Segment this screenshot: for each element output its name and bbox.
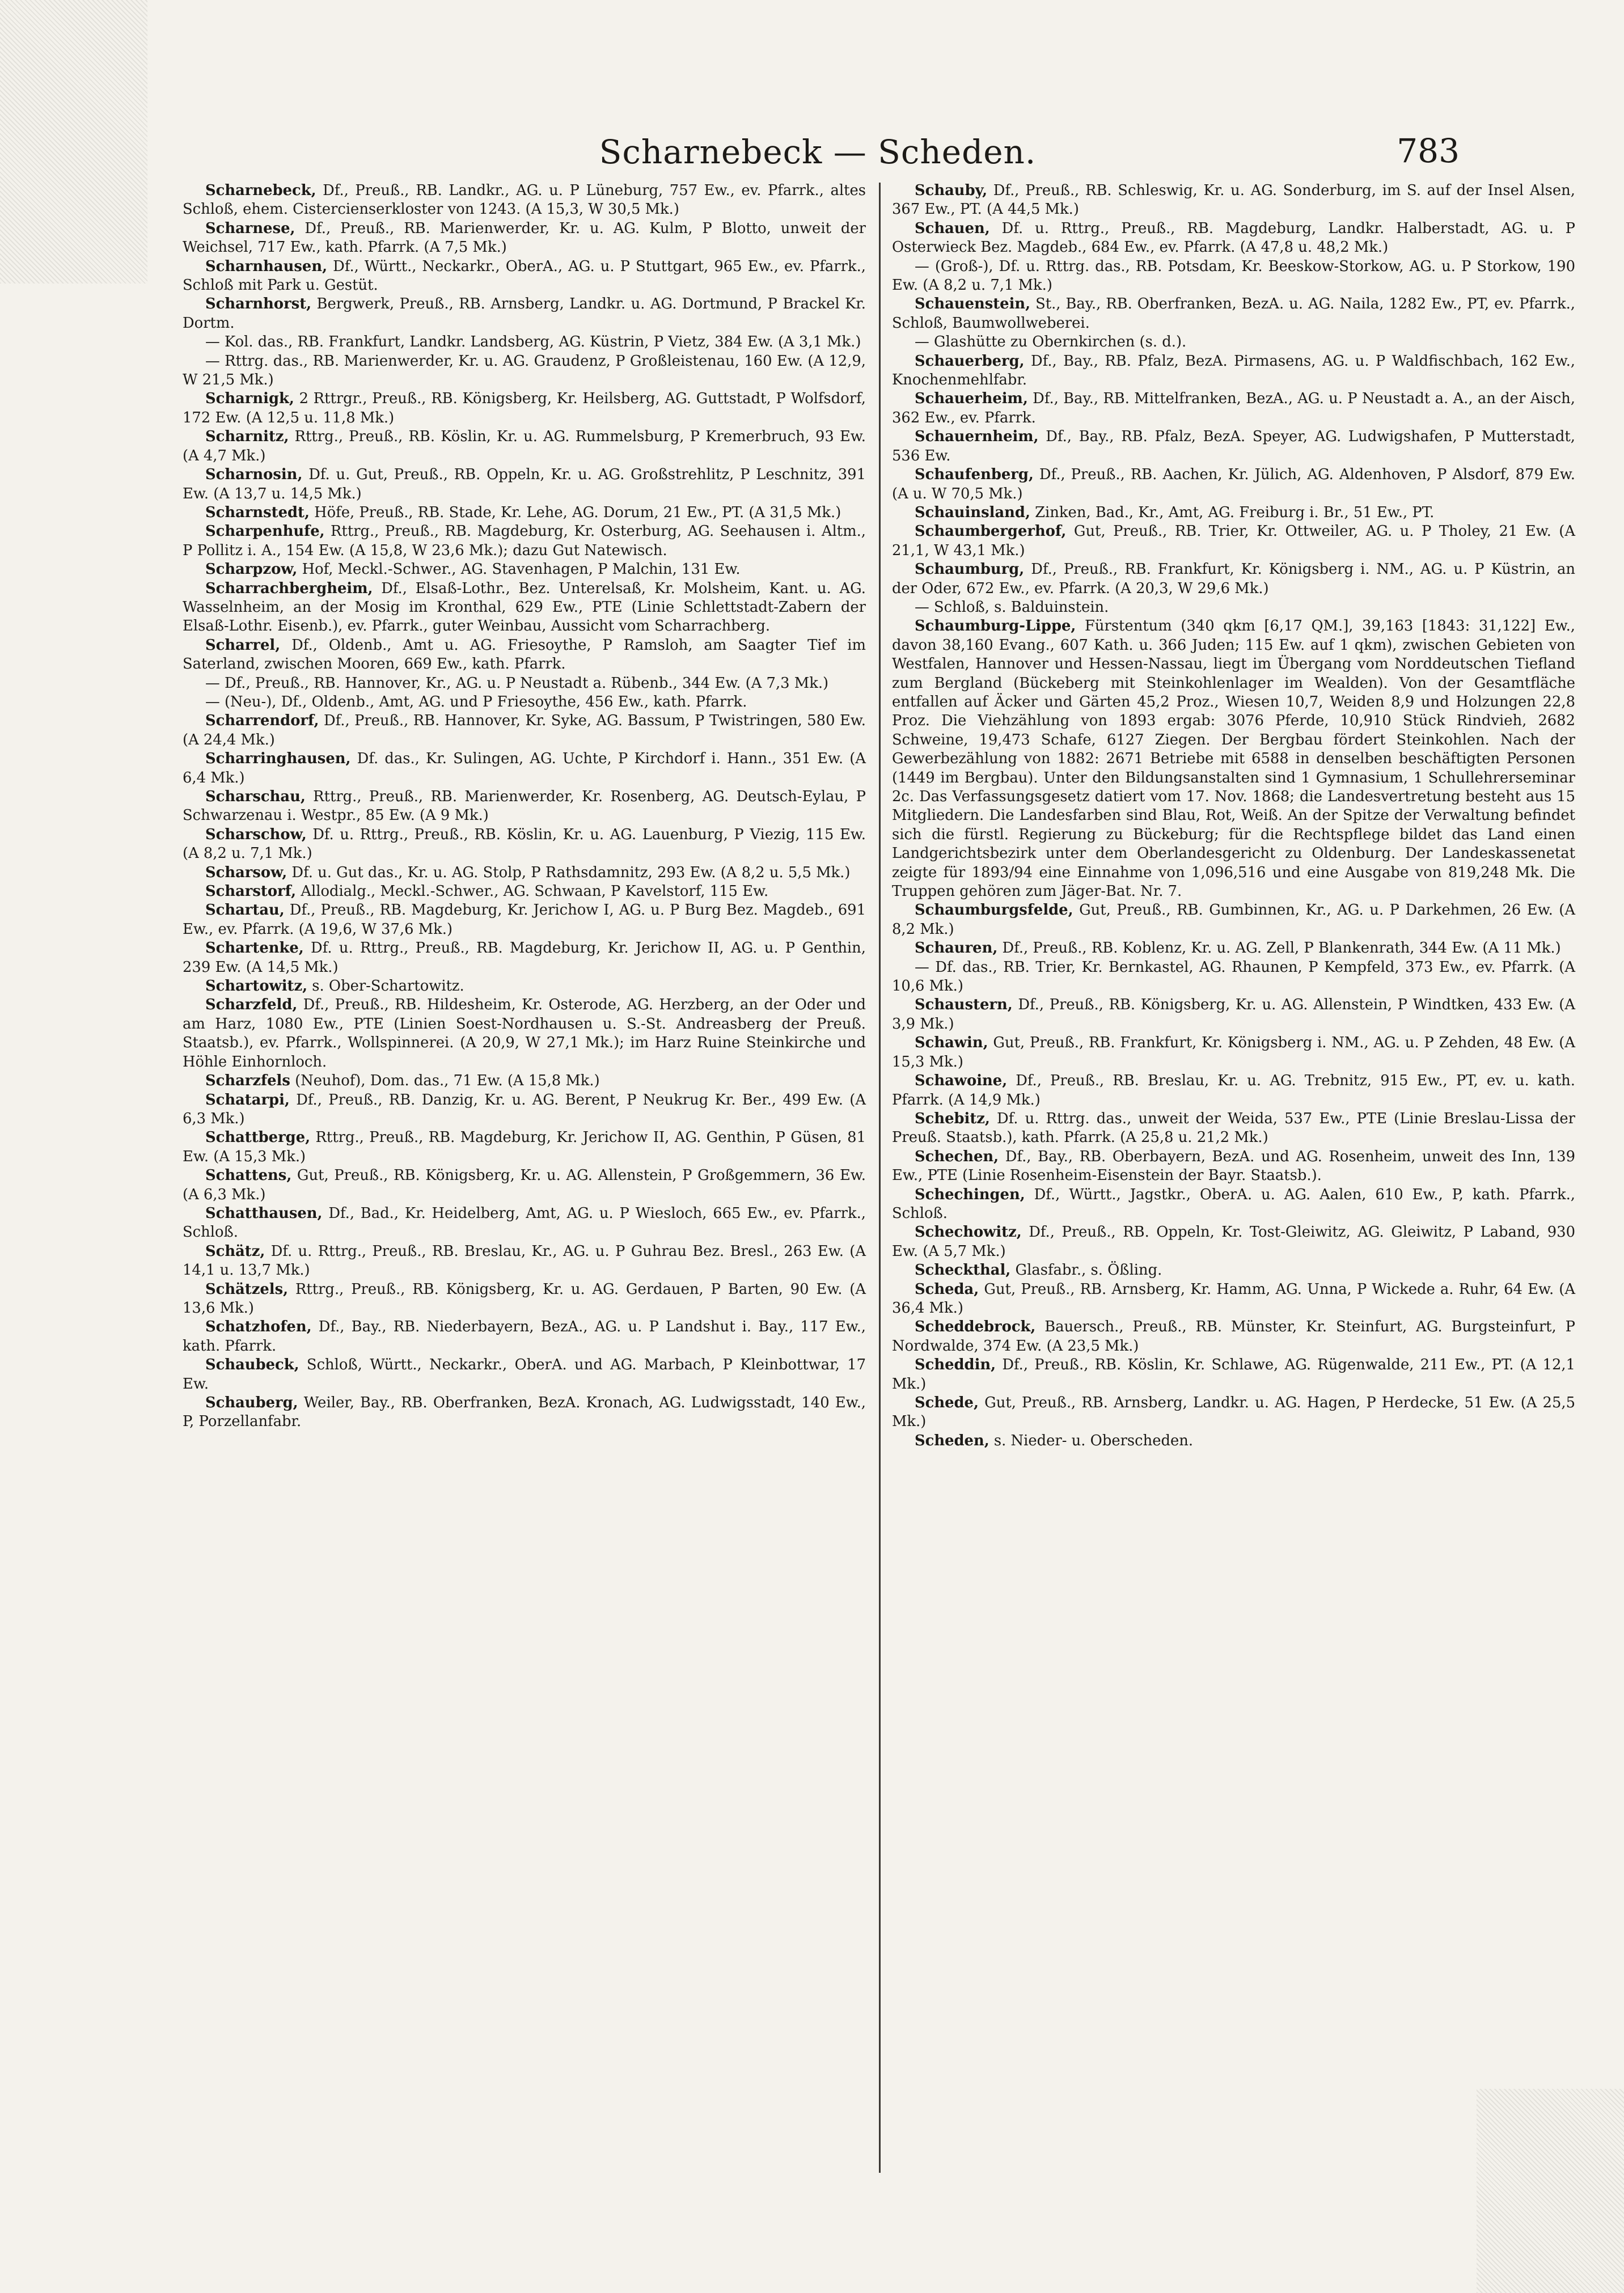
entry-headword: Schechen, [915, 1148, 999, 1165]
page-title: Scharnebeck — Scheden. [599, 133, 1037, 171]
entry-text: — (Neu-), Df., Oldenb., Amt, AG. und P Friesoythe, 456 Ew., kath. Pfarrk. [205, 693, 747, 710]
dictionary-entry [183, 1204, 866, 1242]
entry-headword: Scharnosin, [205, 466, 303, 484]
dictionary-entry [183, 560, 866, 579]
entry-text: Allodialg., Meckl.-Schwer., AG. Schwaan, P Kavelstorf, 115 Ew. [296, 883, 769, 900]
dictionary-entry [892, 996, 1575, 1034]
entry-headword: Scharnese, [205, 219, 295, 237]
dictionary-entry [183, 1318, 866, 1356]
entry-headword: Scharzfels [205, 1072, 290, 1090]
entry-headword: Scheden, [915, 1432, 989, 1449]
entry-headword: Schatthausen, [205, 1204, 323, 1222]
entry-headword: Schartowitz, [205, 978, 308, 995]
entry-headword: Schauenstein, [915, 295, 1031, 313]
entry-text: Df., Preuß., RB. Schleswig, Kr. u. AG. Sonderburg, im S. auf der Insel Alsen, 367 Ew., PT. (A 44,5 Mk.) [892, 182, 1575, 218]
dictionary-entry [183, 1091, 866, 1129]
entry-headword: Schartau, [205, 902, 285, 919]
entry-text: Gut, Preuß., RB. Königsberg, Kr. u. AG. Allenstein, P Großgemmern, 36 Ew. (A 6,3 Mk.) [183, 1167, 866, 1203]
dictionary-entry [183, 522, 866, 560]
entry-text: Df., Bay., RB. Oberbayern, BezA. und AG. Rosenheim, unweit des Inn, 139 Ew., PTE (Linie Rosenheim-Eisenstein der Bayr. Staatsb.). [892, 1148, 1575, 1184]
entry-text: — Kol. das., RB. Frankfurt, Landkr. Landsberg, AG. Küstrin, P Vietz, 384 Ew. (A 3,1 Mk.) [205, 333, 861, 351]
scan-noise-top-left [0, 0, 147, 284]
dictionary-entry [183, 504, 866, 522]
dictionary-entry [183, 1166, 866, 1204]
entry-text: Df. u. Rttrg., Preuß., RB. Magdeburg, Kr. Jerichow II, AG. u. P Genthin, 239 Ew. (A 14,5 Mk.) [183, 940, 866, 976]
entry-headword: Schauerheim, [915, 390, 1028, 408]
entry-text: Df., Bay., RB. Pfalz, BezA. Pirmasens, AG. u. P Waldfischbach, 162 Ew., Knochenmehlfabr. [892, 352, 1575, 389]
dictionary-entry [892, 522, 1575, 560]
left-column [183, 181, 866, 1432]
entry-text: Gut, Preuß., RB. Arnsberg, Landkr. u. AG. Hagen, P Herdecke, 51 Ew. (A 25,5 Mk.) [892, 1394, 1575, 1431]
entry-text: Df., Preuß., RB. Marienwerder, Kr. u. AG. Kulm, P Blotto, unweit der Weichsel, 717 Ew., kath. Pfarrk. (A 7,5 Mk.) [183, 219, 866, 256]
entry-headword: Schaumburg-Lippe, [915, 617, 1076, 635]
entry-headword: Scheddin, [915, 1356, 996, 1374]
entry-text: Df., Preuß., RB. Hannover, Kr. Syke, AG. Bassum, P Twistringen, 580 Ew. (A 24,4 Mk.) [183, 712, 866, 748]
dictionary-entry [183, 901, 866, 939]
entry-text: — Glashütte zu Obernkirchen (s. d.). [915, 333, 1187, 351]
dictionary-entry [183, 788, 866, 826]
dictionary-entry [892, 1186, 1575, 1224]
entry-text: Df., Preuß., RB. Königsberg, Kr. u. AG. Allenstein, P Windtken, 433 Ew. (A 3,9 Mk.) [892, 996, 1575, 1033]
entry-text: Df. u. Rttrg., Preuß., RB. Breslau, Kr., AG. u. P Guhrau Bez. Bresl., 263 Ew. (A 14,1 u. 13,7 Mk.) [183, 1242, 866, 1279]
entry-text: Gut, Preuß., RB. Trier, Kr. Ottweiler, AG. u. P Tholey, 21 Ew. (A 21,1, W 43,1 Mk.) [892, 523, 1575, 559]
dictionary-entry [892, 1110, 1575, 1148]
dictionary-entry [183, 882, 866, 901]
entry-text: Df., Bay., RB. Niederbayern, BezA., AG. u. P Landshut i. Bay., 117 Ew., kath. Pfarrk. [183, 1318, 866, 1355]
entry-text: Df. das., Kr. Sulingen, AG. Uchte, P Kirchdorf i. Hann., 351 Ew. (A 6,4 Mk.) [183, 750, 866, 786]
entry-text: Rttrg., Preuß., RB. Magdeburg, Kr. Osterburg, AG. Seehausen i. Altm., P Pollitz i. A., 154 Ew. (A 15,8, W 23,6 Mk.); dazu Gut Natewisch. [183, 523, 866, 559]
entry-headword: Schätz, [205, 1242, 265, 1260]
dictionary-entry [892, 1394, 1575, 1432]
entry-text: Df., Preuß., RB. Landkr., AG. u. P Lüneburg, 757 Ew., ev. Pfarrk., altes Schloß, ehem. Cistercienserkloster von 1243. (A 15,3, W 30,5 Mk.) [183, 182, 866, 218]
entry-text: — Rttrg. das., RB. Marienwerder, Kr. u. AG. Graudenz, P Großleistenau, 160 Ew. (A 12,9, W 21,5 Mk.) [183, 352, 866, 389]
dictionary-entry [183, 219, 866, 257]
entry-headword: Schawin, [915, 1034, 988, 1052]
entry-text: Df., Württ., Jagstkr., OberA. u. AG. Aalen, 610 Ew., P, kath. Pfarrk., Schloß. [892, 1186, 1575, 1222]
entry-headword: Scharnebeck, [205, 182, 316, 199]
entry-text: Df., Preuß., RB. Köslin, Kr. Schlawe, AG. Rügenwalde, 211 Ew., PT. (A 12,1 Mk.) [892, 1356, 1575, 1393]
dictionary-entry [892, 1280, 1575, 1318]
dictionary-entry [183, 674, 866, 693]
dictionary-entry [892, 295, 1575, 333]
entry-text: Gut, Preuß., RB. Frankfurt, Kr. Königsberg i. NM., AG. u. P Zehden, 48 Ew. (A 15,3 Mk.) [892, 1034, 1575, 1071]
dictionary-entry [183, 295, 866, 333]
entry-headword: Scheckthal, [915, 1262, 1011, 1279]
dictionary-entry [183, 181, 866, 219]
entry-headword: Scharzfeld, [205, 996, 298, 1014]
entry-headword: Schaubeck, [205, 1356, 299, 1374]
entry-headword: Schaustern, [915, 996, 1013, 1014]
entry-text: s. Nieder- u. Oberscheden. [989, 1432, 1194, 1449]
entry-text: 2 Rttrgr., Preuß., RB. Königsberg, Kr. Heilsberg, AG. Guttstadt, P Wolfsdorf, 172 Ew. (A 12,5 u. 11,8 Mk.) [183, 390, 866, 426]
entry-headword: Scharnitz, [205, 428, 289, 446]
entry-text: Gut, Preuß., RB. Arnsberg, Kr. Hamm, AG. Unna, P Wickede a. Ruhr, 64 Ew. (A 36,4 Mk.) [892, 1280, 1575, 1317]
entry-text: Df., Preuß., RB. Aachen, Kr. Jülich, AG. Aldenhoven, P Alsdorf, 879 Ew. (A u. W 70,5 Mk.) [892, 466, 1575, 502]
entry-headword: Schätzels, [205, 1280, 289, 1298]
dictionary-entry [183, 1394, 866, 1432]
dictionary-entry [183, 1356, 866, 1394]
entry-headword: Schartenke, [205, 940, 304, 957]
entry-headword: Schede, [915, 1394, 979, 1411]
entry-headword: Schechingen, [915, 1186, 1025, 1203]
dictionary-entry [892, 257, 1575, 295]
dictionary-entry [183, 390, 866, 428]
entry-text: Df. u. Rttrg. das., unweit der Weida, 537 Ew., PTE (Linie Breslau-Lissa der Preuß. Staatsb.), kath. Pfarrk. (A 25,8 u. 21,2 Mk.) [892, 1110, 1575, 1146]
entry-headword: Schauernheim, [915, 428, 1039, 446]
entry-headword: Scharnigk, [205, 390, 294, 408]
entry-text: Df. u. Gut das., Kr. u. AG. Stolp, P Rathsdamnitz, 293 Ew. (A 8,2 u. 5,5 Mk.) [287, 864, 851, 881]
page-header [176, 129, 1460, 175]
entry-text: Gut, Preuß., RB. Gumbinnen, Kr., AG. u. P Darkehmen, 26 Ew. (A 8,2 Mk.) [892, 902, 1575, 938]
entry-text: Df., Preuß., RB. Magdeburg, Kr. Jerichow I, AG. u. P Burg Bez. Magdeb., 691 Ew., ev. Pfarrk. (A 19,6, W 37,6 Mk.) [183, 902, 866, 938]
entry-headword: Schawoine, [915, 1072, 1008, 1090]
entry-text: Df., Elsaß-Lothr., Bez. Unterelsaß, Kr. Molsheim, Kant. u. AG. Wasselnheim, an der Mosig im Kronthal, 629 Ew., PTE (Linie Schlettstadt-Zabern der Elsaß-Lothr. Eisenb.), ev. Pfarrk., guter Weinbau, Aussicht vom Scharrachberg. [183, 579, 866, 635]
dictionary-entry [183, 939, 866, 977]
dictionary-entry [183, 466, 866, 504]
entry-headword: Schaumbergerhof, [915, 523, 1067, 540]
dictionary-entry [183, 712, 866, 750]
entry-headword: Schauen, [915, 219, 990, 237]
dictionary-entry [183, 864, 866, 882]
entry-text: Weiler, Bay., RB. Oberfranken, BezA. Kronach, AG. Ludwigsstadt, 140 Ew., P, Porzellanfabr. [183, 1394, 866, 1431]
right-column [892, 181, 1575, 1450]
entry-headword: Scheda, [915, 1280, 979, 1298]
dictionary-entry [892, 901, 1575, 939]
entry-text: — Df. das., RB. Trier, Kr. Bernkastel, AG. Rhaunen, P Kempfeld, 373 Ew., ev. Pfarrk. (A 10,6 Mk.) [892, 958, 1575, 995]
dictionary-entry [183, 579, 866, 636]
entry-text: Rttrg., Preuß., RB. Königsberg, Kr. u. AG. Gerdauen, P Barten, 90 Ew. (A 13,6 Mk.) [183, 1280, 866, 1317]
entry-text: Schloß, Württ., Neckarkr., OberA. und AG. Marbach, P Kleinbottwar, 17 Ew. [183, 1356, 866, 1393]
dictionary-entry [892, 390, 1575, 428]
entry-text: Df. u. Gut, Preuß., RB. Oppeln, Kr. u. AG. Großstrehlitz, P Leschnitz, 391 Ew. (A 13,7 u. 14,5 Mk.) [183, 466, 866, 502]
dictionary-entry [183, 1242, 866, 1280]
entry-headword: Schechowitz, [915, 1224, 1022, 1241]
entry-headword: Scharstorf, [205, 883, 297, 900]
entry-text: Bergwerk, Preuß., RB. Arnsberg, Landkr. u. AG. Dortmund, P Brackel Kr. Dortm. [183, 295, 866, 332]
entry-headword: Schauerberg, [915, 352, 1025, 370]
entry-headword: Schatarpi, [205, 1091, 290, 1109]
entry-headword: Schauren, [915, 940, 998, 957]
dictionary-entry [892, 939, 1575, 958]
dictionary-entry [892, 181, 1575, 219]
entry-headword: Schattens, [205, 1167, 292, 1184]
dictionary-entry [892, 598, 1575, 617]
entry-headword: Scharpenhufe, [205, 523, 325, 540]
entry-text: — Schloß, s. Balduinstein. [915, 598, 1109, 616]
entry-headword: Scharnstedt, [205, 504, 310, 521]
entry-headword: Scharringhausen, [205, 750, 351, 768]
entry-headword: Schaumburg, [915, 561, 1025, 578]
entry-headword: Scharpzow, [205, 561, 298, 578]
entry-headword: Schattberge, [205, 1129, 311, 1146]
dictionary-entry [183, 352, 866, 390]
dictionary-entry [892, 1223, 1575, 1261]
entry-headword: Scharrachbergheim, [205, 579, 373, 597]
entry-text: Df. u. Rttrg., Preuß., RB. Köslin, Kr. u. AG. Lauenburg, P Viezig, 115 Ew. (A 8,2 u. 7,1 Mk.) [183, 826, 866, 862]
entry-headword: Scharrendorf, [205, 712, 319, 730]
dictionary-entry [892, 958, 1575, 996]
entry-headword: Scharschow, [205, 826, 307, 843]
entry-text: Df., Bay., RB. Pfalz, BezA. Speyer, AG. Ludwigshafen, P Mutterstadt, 536 Ew. [892, 428, 1575, 464]
entry-text: (Neuhof), Dom. das., 71 Ew. (A 15,8 Mk.) [290, 1072, 600, 1090]
entry-text: St., Bay., RB. Oberfranken, BezA. u. AG. Naila, 1282 Ew., PT, ev. Pfarrk., Schloß, Baumwollweberei. [892, 295, 1575, 332]
dictionary-entry [183, 1280, 866, 1318]
entry-text: Bauersch., Preuß., RB. Münster, Kr. Steinfurt, AG. Burgsteinfurt, P Nordwalde, 374 Ew. (A 23,5 Mk.) [892, 1318, 1575, 1355]
entry-headword: Schebitz, [915, 1110, 990, 1127]
dictionary-entry [892, 219, 1575, 257]
entry-text: Df., Bad., Kr. Heidelberg, Amt, AG. u. P Wiesloch, 665 Ew., ev. Pfarrk., Schloß. [183, 1204, 866, 1241]
entry-text: s. Ober-Schartowitz. [307, 978, 464, 995]
entry-headword: Schaufenberg, [915, 466, 1034, 484]
entry-text: Rttrg., Preuß., RB. Köslin, Kr. u. AG. Rummelsburg, P Kremerbruch, 93 Ew. (A 4,7 Mk.) [183, 428, 866, 464]
entry-text: Df., Preuß., RB. Koblenz, Kr. u. AG. Zell, P Blankenrath, 344 Ew. (A 11 Mk.) [997, 940, 1561, 957]
entry-headword: Schauinsland, [915, 504, 1030, 521]
entry-text: Rttrg., Preuß., RB. Magdeburg, Kr. Jerichow II, AG. Genthin, P Güsen, 81 Ew. (A 15,3 Mk.) [183, 1129, 866, 1165]
entry-headword: Scharrel, [205, 636, 281, 654]
entry-headword: Scheddebrock, [915, 1318, 1036, 1336]
entry-text: Hof, Meckl.-Schwer., AG. Stavenhagen, P Malchin, 131 Ew. [297, 561, 741, 578]
dictionary-entry [892, 1148, 1575, 1186]
dictionary-entry [892, 1261, 1575, 1280]
entry-headword: Scharsow, [205, 864, 287, 881]
dictionary-entry [892, 333, 1575, 352]
dictionary-entry [183, 1072, 866, 1090]
entry-text: — Df., Preuß., RB. Hannover, Kr., AG. u. P Neustadt a. Rübenb., 344 Ew. (A 7,3 Mk.) [205, 674, 829, 692]
entry-text: Df., Bay., RB. Mittelfranken, BezA., AG. u. P Neustadt a. A., an der Aisch, 362 Ew., ev. Pfarrk. [892, 390, 1575, 426]
dictionary-entry [892, 428, 1575, 466]
entry-headword: Schatzhofen, [205, 1318, 312, 1336]
dictionary-entry [183, 693, 866, 712]
scan-noise-bottom-right [1477, 2089, 1624, 2293]
entry-headword: Schauberg, [205, 1394, 298, 1411]
entry-text: Df., Preuß., RB. Breslau, Kr. u. AG. Trebnitz, 915 Ew., PT, ev. u. kath. Pfarrk. (A 14,9 Mk.) [892, 1072, 1575, 1109]
entry-headword: Scharschau, [205, 788, 306, 805]
dictionary-entry [892, 1072, 1575, 1110]
entry-headword: Scharnhausen, [205, 257, 328, 275]
entry-text: Df., Preuß., RB. Danzig, Kr. u. AG. Berent, P Neukrug Kr. Ber., 499 Ew. (A 6,3 Mk.) [183, 1091, 866, 1127]
entry-text: Df., Preuß., RB. Oppeln, Kr. Tost-Gleiwitz, AG. Gleiwitz, P Laband, 930 Ew. (A 5,7 Mk.) [892, 1224, 1575, 1260]
page-number: 783 [1397, 132, 1460, 170]
dictionary-entry [183, 826, 866, 864]
entry-text: Fürstentum (340 qkm [6,17 QM.], 39,163 [1843: 31,122] Ew., davon 38,160 Evang., 607 Kath. u. 366 Juden; 115 Ew. auf 1 qkm), zwischen Gebieten von Westfalen, Hannover und Hessen-Nassau, liegt im Übergang vom Norddeutschen Tiefland zum Bergland (Bückeberg mit Steinkohlenlager im Wealden). Von der Gesamtfläche entfallen auf Äcker und Gärten 45,2 Proz., Wiesen 10,7, Weiden 8,9 und Holzungen 22,8 Proz. Die Viehzählung von 1893 ergab: 3076 Pferde, 10,910 Stück Rindvieh, 2682 Schweine, 19,473 Schafe, 6127 Ziegen. Der Bergbau fördert Steinkohlen. Nach der Gewerbezählung von 1882: 2671 Betriebe mit 6588 in denselben beschäftigten Personen (1449 im Bergbau). Unter den Bildungsanstalten sind 1 Gymnasium, 1 Schullehrerseminar 2c. Das Verfassungsgesetz datiert vom 17. Nov. 1868; die Landesvertretung besteht aus 15 Mitgliedern. Die Landesfarben sind Blau, Rot, Weiß. An der Spitze der Verwaltung befindet sich die fürstl. Regierung zu Bückeburg; für die Rechtspflege bildet das Land einen Landgerichtsbezirk unter dem Oberlandesgericht zu Oldenburg. Der Landeskassenetat zeigte für 1893/94 eine Einnahme von 1,096,516 und eine Ausgabe von 819,248 Mk. Die Truppen gehören zum Jäger-Bat. Nr. 7. [892, 617, 1575, 900]
entry-text: — (Groß-), Df. u. Rttrg. das., RB. Potsdam, Kr. Beeskow-Storkow, AG. u. P Storkow, 190 Ew. (A 8,2 u. 7,1 Mk.) [892, 257, 1575, 294]
dictionary-entry [892, 466, 1575, 504]
dictionary-entry [183, 636, 866, 674]
dictionary-entry [892, 1034, 1575, 1072]
dictionary-entry [183, 1128, 866, 1166]
entry-text: Df., Preuß., RB. Frankfurt, Kr. Königsberg i. NM., AG. u. P Küstrin, an der Oder, 672 Ew., ev. Pfarrk. (A 20,3, W 29,6 Mk.) [892, 561, 1575, 597]
entry-headword: Scharnhorst, [205, 295, 312, 313]
dictionary-entry [183, 257, 866, 295]
dictionary-entry [183, 333, 866, 352]
column-divider [879, 183, 881, 2173]
entry-text: Df., Preuß., RB. Hildesheim, Kr. Osterode, AG. Herzberg, an der Oder und am Harz, 1080 Ew., PTE (Linien Soest-Nordhausen u. S.-St. Andreasberg der Preuß. Staatsb.), ev. Pfarrk., Wollspinnerei. (A 20,9, W 27,1 Mk.); im Harz Ruine Steinkirche und Höhle Einhornloch. [183, 996, 866, 1071]
entry-text: Df., Oldenb., Amt u. AG. Friesoythe, P Ramsloh, am Saagter Tief im Saterland, zwischen Mooren, 669 Ew., kath. Pfarrk. [183, 636, 866, 673]
dictionary-entry [892, 1318, 1575, 1356]
entry-text: Df. u. Rttrg., Preuß., RB. Magdeburg, Landkr. Halberstadt, AG. u. P Osterwieck Bez. Magdeb., 684 Ew., ev. Pfarrk. (A 47,8 u. 48,2 Mk.) [892, 219, 1575, 256]
dictionary-entry [892, 1356, 1575, 1394]
dictionary-entry [183, 996, 866, 1072]
entry-headword: Schaumburgsfelde, [915, 902, 1073, 919]
dictionary-entry [892, 504, 1575, 522]
dictionary-entry [892, 1432, 1575, 1450]
dictionary-entry [183, 750, 866, 788]
entry-headword: Schauby, [915, 182, 988, 199]
dictionary-entry [892, 560, 1575, 598]
dictionary-entry [183, 977, 866, 996]
entry-text: Rttrg., Preuß., RB. Marienwerder, Kr. Rosenberg, AG. Deutsch-Eylau, P Schwarzenau i. Westpr., 85 Ew. (A 9 Mk.) [183, 788, 866, 824]
entry-text: Höfe, Preuß., RB. Stade, Kr. Lehe, AG. Dorum, 21 Ew., PT. (A 31,5 Mk.) [309, 504, 841, 521]
dictionary-entry [892, 617, 1575, 901]
entry-text: Df., Württ., Neckarkr., OberA., AG. u. P Stuttgart, 965 Ew., ev. Pfarrk., Schloß mit Park u. Gestüt. [183, 257, 866, 294]
entry-text: Zinken, Bad., Kr., Amt, AG. Freiburg i. Br., 51 Ew., PT. [1030, 504, 1435, 521]
dictionary-entry [892, 352, 1575, 390]
dictionary-entry [183, 428, 866, 466]
entry-text: Glasfabr., s. Ößling. [1010, 1262, 1162, 1279]
